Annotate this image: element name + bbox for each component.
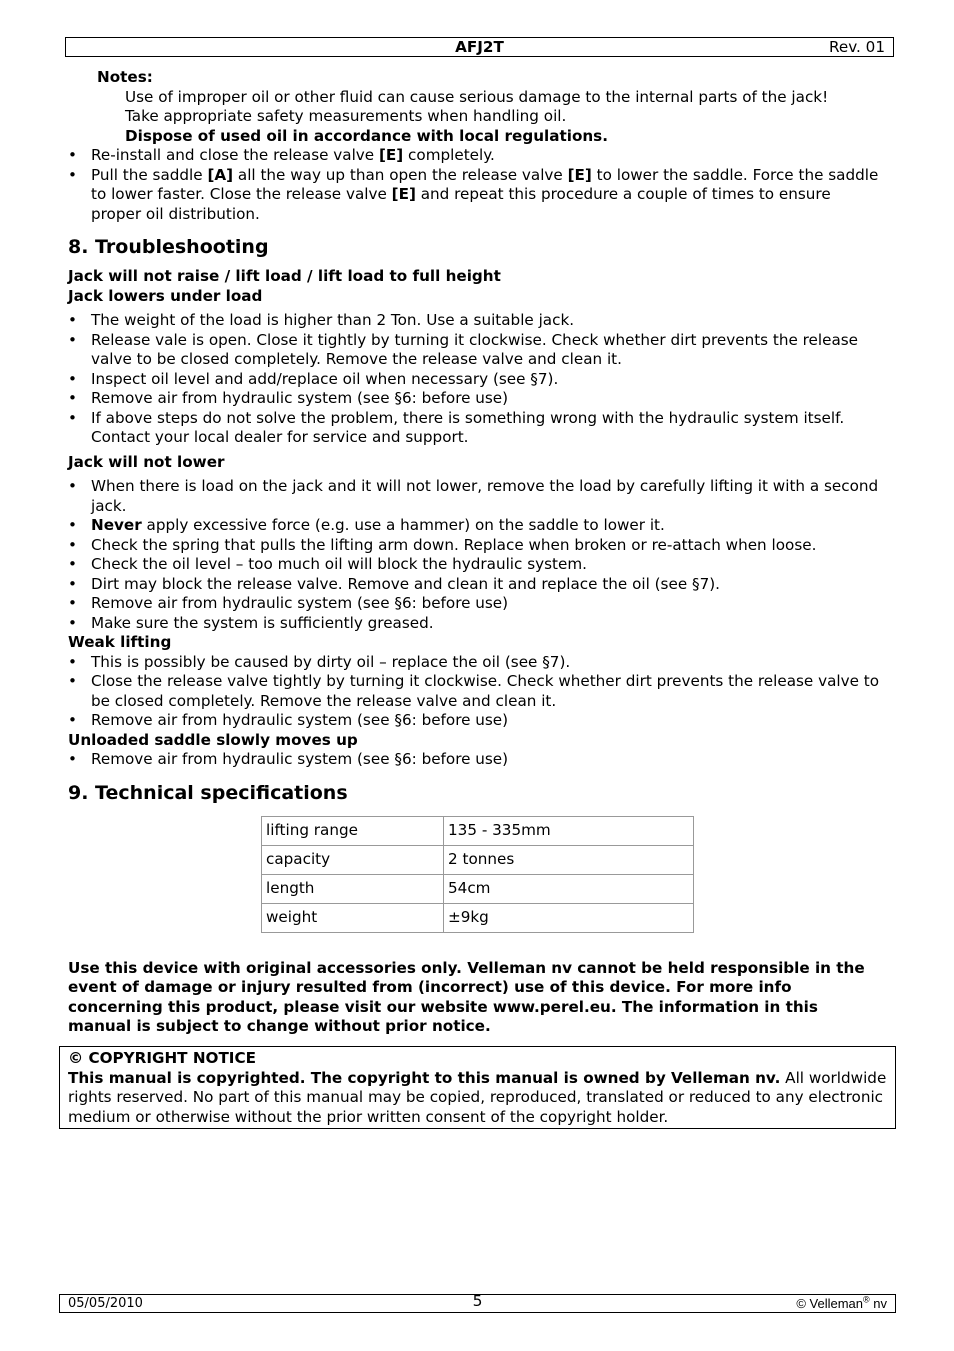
list-item: • Make sure the system is sufficiently greased. <box>68 614 884 634</box>
table-row <box>262 874 694 903</box>
notes-title: Notes: <box>97 68 153 86</box>
spec-value: ±9kg <box>444 903 694 932</box>
notes-body <box>125 88 884 147</box>
list-item <box>68 146 884 166</box>
subheading: Weak lifting <box>68 633 172 651</box>
list-item: • Check the spring that pulls the lifting arm down. Replace when broken or re-attach when loose. <box>68 536 884 556</box>
notes-line: Use of improper oil or other fluid can cause serious damage to the internal parts of the jack! <box>125 87 829 106</box>
page-number: 5 <box>472 1292 483 1310</box>
item-text: apply excessive force (e.g. use a hammer) on the saddle to lower it. <box>141 516 665 534</box>
section-heading-troubleshooting: 8. Troubleshooting <box>68 236 269 258</box>
page-footer <box>59 1294 896 1313</box>
list-item: • Remove air from hydraulic system (see §6: before use) <box>68 389 884 409</box>
disclaimer-text: Use this device with original accessories only. Velleman nv cannot be held responsible in the event of damage or injury resulted from (incorrect) use of this device. For more info concerning this product, please visit our website www.perel.eu. The information in this manual is subject to change without prior notice. <box>68 958 865 1035</box>
registered-mark: ® <box>863 1294 870 1305</box>
troubleshoot-list <box>68 750 884 770</box>
step-text: completely. <box>403 146 495 164</box>
footer-copyright <box>796 1295 887 1312</box>
step-text: all the way up than open the release valve <box>233 165 568 184</box>
list-item <box>68 166 884 225</box>
list-item: • Check the oil level – too much oil will block the hydraulic system. <box>68 555 884 575</box>
table-row <box>262 903 694 932</box>
part-ref: [A] <box>207 165 234 184</box>
part-ref: [E] <box>378 146 404 164</box>
subheading: Jack lowers under load <box>68 286 263 305</box>
spec-key: weight <box>262 903 444 932</box>
part-ref: [E] <box>567 165 592 184</box>
step-text: and repeat this procedure a couple of times to ensure proper oil distribution. <box>91 185 831 223</box>
model-number: AFJ2T <box>455 38 504 56</box>
footer-copy-text: nv <box>869 1296 887 1311</box>
notes-line: Take appropriate safety measurements when handling oil. <box>125 107 567 125</box>
subheading: Unloaded saddle slowly moves up <box>68 730 358 749</box>
spec-key: capacity <box>262 845 444 874</box>
copyright-title: © COPYRIGHT NOTICE <box>68 1049 256 1067</box>
table-row <box>262 816 694 845</box>
page-header <box>65 37 894 57</box>
notes-line-bold: Dispose of used oil in accordance with local regulations. <box>125 126 608 145</box>
spec-table <box>261 816 694 933</box>
revision-label: Rev. 01 <box>828 38 885 56</box>
maintenance-steps <box>68 146 884 224</box>
subheading: Jack will not lower <box>68 452 225 471</box>
spec-value: 2 tonnes <box>444 845 694 874</box>
table-row <box>262 845 694 874</box>
step-text: Re-install and close the release valve <box>91 146 379 164</box>
list-item: • This is possibly be caused by dirty oil – replace the oil (see §7). <box>68 653 884 673</box>
list-item: • Dirt may block the release valve. Remove and clean it and replace the oil (see §7). <box>68 575 884 595</box>
copyright-bold: This manual is copyrighted. The copyright to this manual is owned by Velleman nv. <box>68 1068 781 1087</box>
spec-key: lifting range <box>262 816 444 845</box>
list-item: • Close the release valve tightly by turning it clockwise. Check whether dirt prevents the release valve to be closed completely. Remove the release valve and clean it. <box>68 672 884 711</box>
spec-key: length <box>262 874 444 903</box>
step-text: to lower the saddle. Force the saddle to lower faster. Close the release valve <box>91 165 879 203</box>
section-heading-specs: 9. Technical specifications <box>68 781 348 804</box>
list-item: • If above steps do not solve the problem, there is something wrong with the hydraulic system itself. Contact your local dealer for service and support. <box>68 409 884 448</box>
spec-value: 135 - 335mm <box>444 816 694 845</box>
list-item: • Remove air from hydraulic system (see §6: before use) <box>68 711 884 731</box>
list-item: • Release vale is open. Close it tightly by turning it clockwise. Check whether dirt prevents the release valve to be closed completely. Remove the release valve and clean it. <box>68 331 884 370</box>
main-content <box>68 68 884 1037</box>
part-ref: [E] <box>391 185 416 203</box>
subheading: Jack will not raise / lift load / lift load to full height <box>68 267 501 285</box>
troubleshoot-list <box>68 311 884 448</box>
list-item: • The weight of the load is higher than 2 Ton. Use a suitable jack. <box>68 311 884 331</box>
list-item <box>68 516 884 536</box>
troubleshoot-list <box>68 653 884 731</box>
copyright-body <box>68 1069 887 1128</box>
copyright-notice-box <box>59 1046 896 1129</box>
list-item: • Inspect oil level and add/replace oil when necessary (see §7). <box>68 370 884 390</box>
footer-copy-text: © Velleman <box>796 1296 864 1311</box>
list-item: • Remove air from hydraulic system (see §6: before use) <box>68 750 884 770</box>
list-item: • Remove air from hydraulic system (see §6: before use) <box>68 594 884 614</box>
copyright-rest: All worldwide rights reserved. No part of this manual may be copied, reproduced, translated or reduced to any electronic medium or otherwise without the prior written consent of the copyright holder. <box>68 1068 887 1126</box>
list-item: • When there is load on the jack and it will not lower, remove the load by carefully lifting it with a second jack. <box>68 477 884 516</box>
step-text: Pull the saddle <box>91 165 208 184</box>
footer-date: 05/05/2010 <box>68 1296 143 1311</box>
spec-value: 54cm <box>444 874 694 903</box>
troubleshoot-list <box>68 477 884 633</box>
emphasis: Never <box>91 516 142 534</box>
